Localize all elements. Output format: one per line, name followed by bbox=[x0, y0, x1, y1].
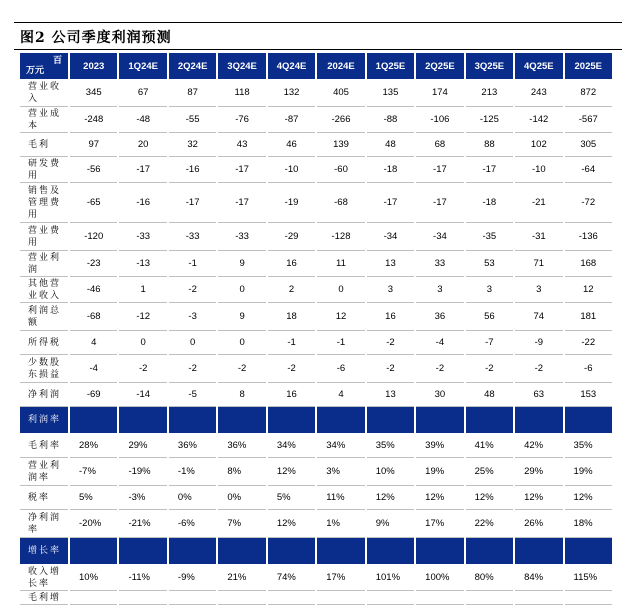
cell-value: 13 bbox=[367, 383, 414, 407]
col-header: 2023 bbox=[70, 53, 117, 79]
cell-value: 0 bbox=[218, 331, 265, 355]
cell-value: 102 bbox=[515, 133, 562, 157]
cell-value: -68 bbox=[70, 303, 117, 331]
cell-value: -125 bbox=[466, 107, 513, 133]
section-cell bbox=[416, 407, 463, 434]
section-cell bbox=[367, 407, 414, 434]
profit-forecast-table bbox=[18, 53, 614, 605]
table-row bbox=[20, 486, 612, 510]
cell-value: -2 bbox=[466, 355, 513, 383]
cell-value bbox=[317, 591, 364, 605]
row-label: 少数股东损益 bbox=[20, 355, 68, 383]
cell-value: 43 bbox=[218, 133, 265, 157]
figure-title: 图2 公司季度利润预测 bbox=[20, 30, 172, 46]
section-cell bbox=[169, 538, 216, 565]
cell-value: 67 bbox=[119, 79, 166, 107]
cell-value: 405 bbox=[317, 79, 364, 107]
cell-value: 25% bbox=[466, 458, 513, 486]
cell-value: 9 bbox=[218, 251, 265, 277]
cell-value: 213 bbox=[466, 79, 513, 107]
cell-value: -17 bbox=[119, 157, 166, 183]
cell-value: 181 bbox=[565, 303, 612, 331]
unit-line-2: 万元 bbox=[26, 66, 45, 76]
cell-value: 1% bbox=[317, 510, 364, 538]
table-row bbox=[20, 133, 612, 157]
cell-value: 12% bbox=[268, 458, 315, 486]
row-label: 营业成本 bbox=[20, 107, 68, 133]
cell-value: -10 bbox=[268, 157, 315, 183]
section-cell bbox=[268, 538, 315, 565]
cell-value: 0 bbox=[119, 331, 166, 355]
col-header: 4Q24E bbox=[268, 53, 315, 79]
table-row bbox=[20, 458, 612, 486]
section-cell bbox=[565, 407, 612, 434]
cell-value: 35% bbox=[565, 434, 612, 458]
cell-value: 174 bbox=[416, 79, 463, 107]
section-label: 增长率 bbox=[20, 538, 68, 565]
cell-value: -1 bbox=[268, 331, 315, 355]
cell-value: -142 bbox=[515, 107, 562, 133]
cell-value: 84% bbox=[515, 565, 562, 591]
cell-value: -4 bbox=[70, 355, 117, 383]
table-row bbox=[20, 510, 612, 538]
cell-value: 35% bbox=[367, 434, 414, 458]
cell-value: 16 bbox=[268, 383, 315, 407]
cell-value: 4 bbox=[317, 383, 364, 407]
cell-value: -17 bbox=[416, 183, 463, 223]
row-label: 营业费用 bbox=[20, 223, 68, 251]
cell-value: 3 bbox=[367, 277, 414, 303]
cell-value: 115% bbox=[565, 565, 612, 591]
section-header-row bbox=[20, 538, 612, 565]
table-row bbox=[20, 107, 612, 133]
cell-value bbox=[466, 591, 513, 605]
cell-value bbox=[169, 591, 216, 605]
cell-value: -7% bbox=[70, 458, 117, 486]
cell-value: -13 bbox=[119, 251, 166, 277]
cell-value: 12 bbox=[565, 277, 612, 303]
cell-value: 0 bbox=[218, 277, 265, 303]
cell-value: 2 bbox=[268, 277, 315, 303]
cell-value: 243 bbox=[515, 79, 562, 107]
cell-value bbox=[70, 591, 117, 605]
section-cell bbox=[268, 407, 315, 434]
cell-value: 33 bbox=[416, 251, 463, 277]
cell-value: 97 bbox=[70, 133, 117, 157]
row-label: 其他营业收入 bbox=[20, 277, 68, 303]
cell-value: -69 bbox=[70, 383, 117, 407]
table-row bbox=[20, 383, 612, 407]
cell-value: 12% bbox=[466, 486, 513, 510]
cell-value: 48 bbox=[367, 133, 414, 157]
cell-value: 11% bbox=[317, 486, 364, 510]
cell-value: 26% bbox=[515, 510, 562, 538]
cell-value: -34 bbox=[416, 223, 463, 251]
cell-value: 9 bbox=[218, 303, 265, 331]
cell-value: 30 bbox=[416, 383, 463, 407]
cell-value: -18 bbox=[466, 183, 513, 223]
cell-value: 3 bbox=[515, 277, 562, 303]
row-label: 营业利润率 bbox=[20, 458, 68, 486]
cell-value: 139 bbox=[317, 133, 364, 157]
cell-value: -5 bbox=[169, 383, 216, 407]
cell-value: -266 bbox=[317, 107, 364, 133]
row-label: 毛利 bbox=[20, 133, 68, 157]
cell-value: -2 bbox=[268, 355, 315, 383]
cell-value: -248 bbox=[70, 107, 117, 133]
col-header: 2Q25E bbox=[416, 53, 463, 79]
cell-value: -72 bbox=[565, 183, 612, 223]
section-cell bbox=[317, 538, 364, 565]
cell-value: -6 bbox=[317, 355, 364, 383]
cell-value: 872 bbox=[565, 79, 612, 107]
cell-value: 18% bbox=[565, 510, 612, 538]
cell-value: 53 bbox=[466, 251, 513, 277]
cell-value: 87 bbox=[169, 79, 216, 107]
col-header: 4Q25E bbox=[515, 53, 562, 79]
col-header: 3Q24E bbox=[218, 53, 265, 79]
table-row bbox=[20, 591, 612, 605]
cell-value: -46 bbox=[70, 277, 117, 303]
cell-value: 3% bbox=[317, 458, 364, 486]
cell-value: 12% bbox=[565, 486, 612, 510]
cell-value: 74 bbox=[515, 303, 562, 331]
section-cell bbox=[119, 538, 166, 565]
cell-value bbox=[268, 591, 315, 605]
section-header-row bbox=[20, 407, 612, 434]
cell-value: -14 bbox=[119, 383, 166, 407]
cell-value: -6% bbox=[169, 510, 216, 538]
section-cell bbox=[565, 538, 612, 565]
cell-value: 11 bbox=[317, 251, 364, 277]
cell-value: 135 bbox=[367, 79, 414, 107]
cell-value: 13 bbox=[367, 251, 414, 277]
table-row bbox=[20, 223, 612, 251]
cell-value: 12% bbox=[367, 486, 414, 510]
cell-value: -60 bbox=[317, 157, 364, 183]
table-row bbox=[20, 157, 612, 183]
cell-value: -29 bbox=[268, 223, 315, 251]
header-row bbox=[20, 53, 612, 79]
cell-value: -3 bbox=[169, 303, 216, 331]
row-label: 营业利润 bbox=[20, 251, 68, 277]
cell-value: 32 bbox=[169, 133, 216, 157]
cell-value: 3 bbox=[466, 277, 513, 303]
cell-value: 63 bbox=[515, 383, 562, 407]
row-label: 毛利增 bbox=[20, 591, 68, 605]
cell-value: -18 bbox=[367, 157, 414, 183]
cell-value: -1% bbox=[169, 458, 216, 486]
cell-value: -567 bbox=[565, 107, 612, 133]
cell-value: -9% bbox=[169, 565, 216, 591]
cell-value: 10% bbox=[70, 565, 117, 591]
cell-value: -68 bbox=[317, 183, 364, 223]
cell-value: -76 bbox=[218, 107, 265, 133]
top-rule bbox=[14, 22, 622, 23]
cell-value: -10 bbox=[515, 157, 562, 183]
cell-value: 3 bbox=[416, 277, 463, 303]
cell-value: 168 bbox=[565, 251, 612, 277]
cell-value: 21% bbox=[218, 565, 265, 591]
cell-value: -19% bbox=[119, 458, 166, 486]
cell-value: -64 bbox=[565, 157, 612, 183]
row-label: 净利润率 bbox=[20, 510, 68, 538]
cell-value: -17 bbox=[169, 183, 216, 223]
cell-value: 132 bbox=[268, 79, 315, 107]
cell-value: 42% bbox=[515, 434, 562, 458]
section-cell bbox=[70, 407, 117, 434]
cell-value: -1 bbox=[169, 251, 216, 277]
cell-value: 41% bbox=[466, 434, 513, 458]
section-cell bbox=[367, 538, 414, 565]
cell-value: 0 bbox=[317, 277, 364, 303]
cell-value: -17 bbox=[466, 157, 513, 183]
cell-value: 305 bbox=[565, 133, 612, 157]
unit-header bbox=[20, 53, 68, 79]
cell-value: -4 bbox=[416, 331, 463, 355]
cell-value bbox=[565, 591, 612, 605]
row-label: 利润总额 bbox=[20, 303, 68, 331]
cell-value: 74% bbox=[268, 565, 315, 591]
unit-line-1: 百 bbox=[52, 56, 62, 66]
cell-value: -17 bbox=[218, 157, 265, 183]
cell-value: 36 bbox=[416, 303, 463, 331]
cell-value: -2 bbox=[169, 355, 216, 383]
row-label: 税率 bbox=[20, 486, 68, 510]
cell-value: -12 bbox=[119, 303, 166, 331]
cell-value bbox=[218, 591, 265, 605]
section-cell bbox=[169, 407, 216, 434]
cell-value bbox=[515, 591, 562, 605]
cell-value: 345 bbox=[70, 79, 117, 107]
cell-value: -56 bbox=[70, 157, 117, 183]
cell-value: -2 bbox=[169, 277, 216, 303]
cell-value: -48 bbox=[119, 107, 166, 133]
cell-value: 0% bbox=[169, 486, 216, 510]
cell-value: -55 bbox=[169, 107, 216, 133]
cell-value: 17% bbox=[317, 565, 364, 591]
col-header: 1Q25E bbox=[367, 53, 414, 79]
cell-value: -31 bbox=[515, 223, 562, 251]
cell-value: 118 bbox=[218, 79, 265, 107]
cell-value: -2 bbox=[416, 355, 463, 383]
cell-value: -3% bbox=[119, 486, 166, 510]
cell-value: 12 bbox=[317, 303, 364, 331]
section-cell bbox=[119, 407, 166, 434]
cell-value: 36% bbox=[169, 434, 216, 458]
col-header: 2025E bbox=[565, 53, 612, 79]
cell-value: 56 bbox=[466, 303, 513, 331]
cell-value: 1 bbox=[119, 277, 166, 303]
cell-value: -11% bbox=[119, 565, 166, 591]
cell-value: -7 bbox=[466, 331, 513, 355]
section-cell bbox=[218, 407, 265, 434]
row-label: 净利润 bbox=[20, 383, 68, 407]
cell-value: 29% bbox=[515, 458, 562, 486]
cell-value: 5% bbox=[268, 486, 315, 510]
table-row bbox=[20, 303, 612, 331]
cell-value bbox=[119, 591, 166, 605]
cell-value: -33 bbox=[119, 223, 166, 251]
cell-value: -16 bbox=[169, 157, 216, 183]
cell-value: -16 bbox=[119, 183, 166, 223]
cell-value: 10% bbox=[367, 458, 414, 486]
cell-value: 5% bbox=[70, 486, 117, 510]
cell-value: 101% bbox=[367, 565, 414, 591]
cell-value: -17 bbox=[218, 183, 265, 223]
cell-value bbox=[367, 591, 414, 605]
cell-value: 18 bbox=[268, 303, 315, 331]
cell-value: 8% bbox=[218, 458, 265, 486]
col-header: 3Q25E bbox=[466, 53, 513, 79]
cell-value: -17 bbox=[367, 183, 414, 223]
section-cell bbox=[466, 407, 513, 434]
cell-value: 39% bbox=[416, 434, 463, 458]
cell-value: 20 bbox=[119, 133, 166, 157]
cell-value: -9 bbox=[515, 331, 562, 355]
table-row bbox=[20, 251, 612, 277]
cell-value: -21 bbox=[515, 183, 562, 223]
cell-value: 16 bbox=[268, 251, 315, 277]
section-cell bbox=[218, 538, 265, 565]
cell-value: 8 bbox=[218, 383, 265, 407]
cell-value: 9% bbox=[367, 510, 414, 538]
row-label: 收入增长率 bbox=[20, 565, 68, 591]
cell-value: 17% bbox=[416, 510, 463, 538]
cell-value: -120 bbox=[70, 223, 117, 251]
cell-value: 100% bbox=[416, 565, 463, 591]
cell-value: 12% bbox=[416, 486, 463, 510]
cell-value: -88 bbox=[367, 107, 414, 133]
cell-value: -2 bbox=[367, 331, 414, 355]
cell-value: -87 bbox=[268, 107, 315, 133]
cell-value: -34 bbox=[367, 223, 414, 251]
cell-value: -19 bbox=[268, 183, 315, 223]
col-header: 1Q24E bbox=[119, 53, 166, 79]
cell-value: -2 bbox=[119, 355, 166, 383]
section-cell bbox=[317, 407, 364, 434]
section-cell bbox=[416, 538, 463, 565]
cell-value: 80% bbox=[466, 565, 513, 591]
row-label: 销售及管理费用 bbox=[20, 183, 68, 223]
table-row bbox=[20, 277, 612, 303]
cell-value: 48 bbox=[466, 383, 513, 407]
cell-value: 34% bbox=[268, 434, 315, 458]
cell-value: -21% bbox=[119, 510, 166, 538]
section-cell bbox=[70, 538, 117, 565]
cell-value: -106 bbox=[416, 107, 463, 133]
cell-value: 34% bbox=[317, 434, 364, 458]
table-body bbox=[20, 79, 612, 605]
col-header: 2024E bbox=[317, 53, 364, 79]
row-label: 毛利率 bbox=[20, 434, 68, 458]
cell-value: -35 bbox=[466, 223, 513, 251]
col-header: 2Q24E bbox=[169, 53, 216, 79]
cell-value: -33 bbox=[169, 223, 216, 251]
cell-value: 19% bbox=[565, 458, 612, 486]
cell-value: 71 bbox=[515, 251, 562, 277]
table-row bbox=[20, 355, 612, 383]
cell-value bbox=[416, 591, 463, 605]
cell-value: 88 bbox=[466, 133, 513, 157]
cell-value: 46 bbox=[268, 133, 315, 157]
cell-value: 4 bbox=[70, 331, 117, 355]
cell-value: 12% bbox=[515, 486, 562, 510]
cell-value: 19% bbox=[416, 458, 463, 486]
table-row bbox=[20, 565, 612, 591]
table-row bbox=[20, 183, 612, 223]
cell-value: 16 bbox=[367, 303, 414, 331]
cell-value: -22 bbox=[565, 331, 612, 355]
cell-value: 68 bbox=[416, 133, 463, 157]
cell-value: -2 bbox=[218, 355, 265, 383]
section-cell bbox=[515, 538, 562, 565]
cell-value: 29% bbox=[119, 434, 166, 458]
cell-value: 7% bbox=[218, 510, 265, 538]
cell-value: 22% bbox=[466, 510, 513, 538]
cell-value: -17 bbox=[416, 157, 463, 183]
table-row bbox=[20, 434, 612, 458]
cell-value: -23 bbox=[70, 251, 117, 277]
section-cell bbox=[515, 407, 562, 434]
cell-value: 36% bbox=[218, 434, 265, 458]
cell-value: -2 bbox=[515, 355, 562, 383]
cell-value: 153 bbox=[565, 383, 612, 407]
cell-value: -136 bbox=[565, 223, 612, 251]
cell-value: -6 bbox=[565, 355, 612, 383]
cell-value: -20% bbox=[70, 510, 117, 538]
cell-value: -65 bbox=[70, 183, 117, 223]
row-label: 研发费用 bbox=[20, 157, 68, 183]
cell-value: 12% bbox=[268, 510, 315, 538]
row-label: 营业收入 bbox=[20, 79, 68, 107]
cell-value: -128 bbox=[317, 223, 364, 251]
section-cell bbox=[466, 538, 513, 565]
cell-value: 28% bbox=[70, 434, 117, 458]
table-row bbox=[20, 79, 612, 107]
section-label: 利润率 bbox=[20, 407, 68, 434]
cell-value: 0% bbox=[218, 486, 265, 510]
cell-value: 0 bbox=[169, 331, 216, 355]
cell-value: -33 bbox=[218, 223, 265, 251]
cell-value: -1 bbox=[317, 331, 364, 355]
cell-value: -2 bbox=[367, 355, 414, 383]
table-row bbox=[20, 331, 612, 355]
title-rule bbox=[14, 49, 622, 50]
row-label: 所得税 bbox=[20, 331, 68, 355]
